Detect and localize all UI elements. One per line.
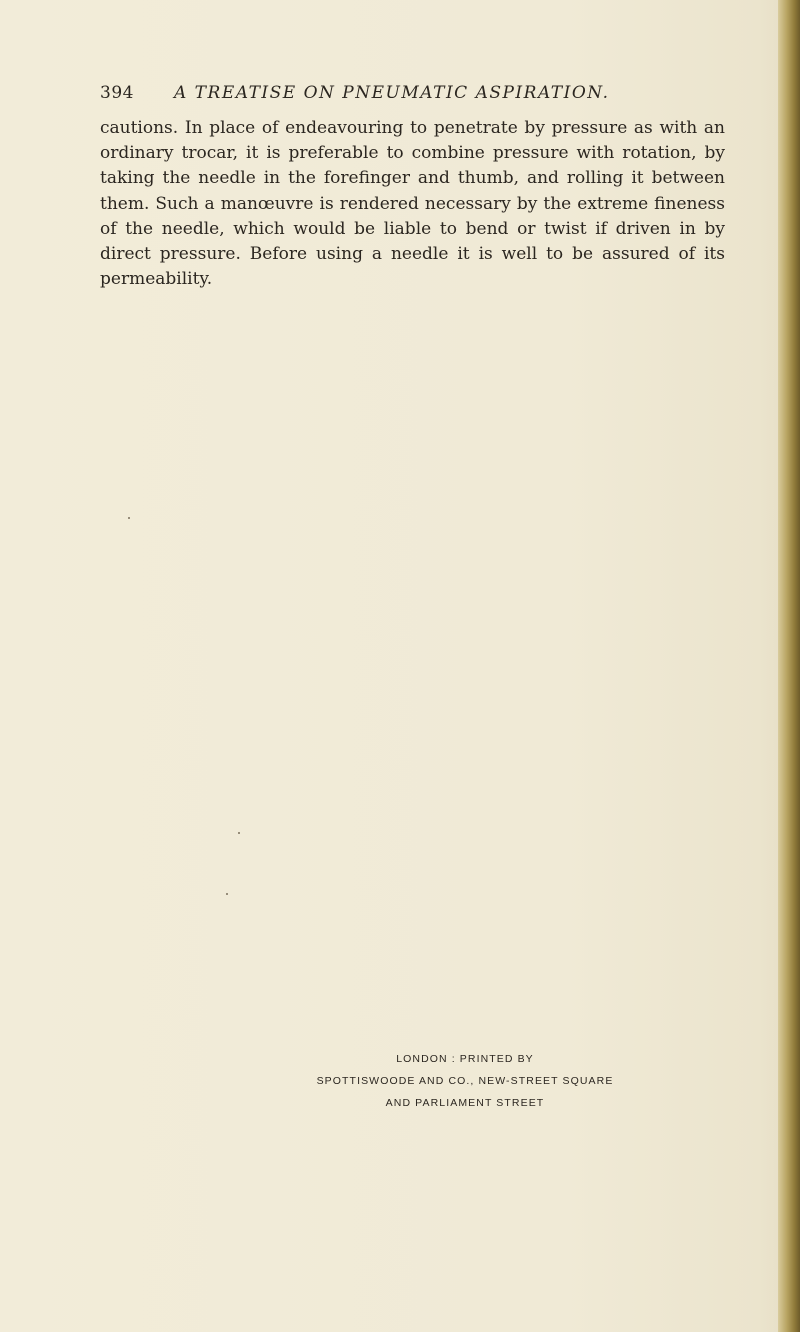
imprint-line-3: AND PARLIAMENT STREET — [385, 1097, 545, 1109]
body-paragraph: cautions. In place of endeavouring to penetrate by pressure as with an ordinary trocar, it is preferable to combine pressure with rotation, by taking the needle in the forefinger and thumb, and rolling it between them. Such a manœuvre is rendered necessary by the extreme fineness of the needle, which would be liable to bend or twist if driven in by direct pressure. Before using a needle it is well to be assured of its permeability. — [100, 118, 725, 290]
paper-speck — [128, 517, 130, 519]
paper-speck — [226, 893, 228, 895]
running-head — [100, 83, 660, 107]
page-edge — [778, 0, 800, 1332]
printer-imprint — [300, 1048, 630, 1114]
paper-speck — [238, 832, 240, 834]
page-number: 394 — [100, 83, 134, 103]
imprint-line-1: LONDON : PRINTED BY — [396, 1053, 534, 1065]
imprint-line-2: SPOTTISWOODE AND CO., NEW-STREET SQUARE — [316, 1075, 614, 1087]
running-title: A TREATISE ON PNEUMATIC ASPIRATION. — [174, 83, 610, 103]
